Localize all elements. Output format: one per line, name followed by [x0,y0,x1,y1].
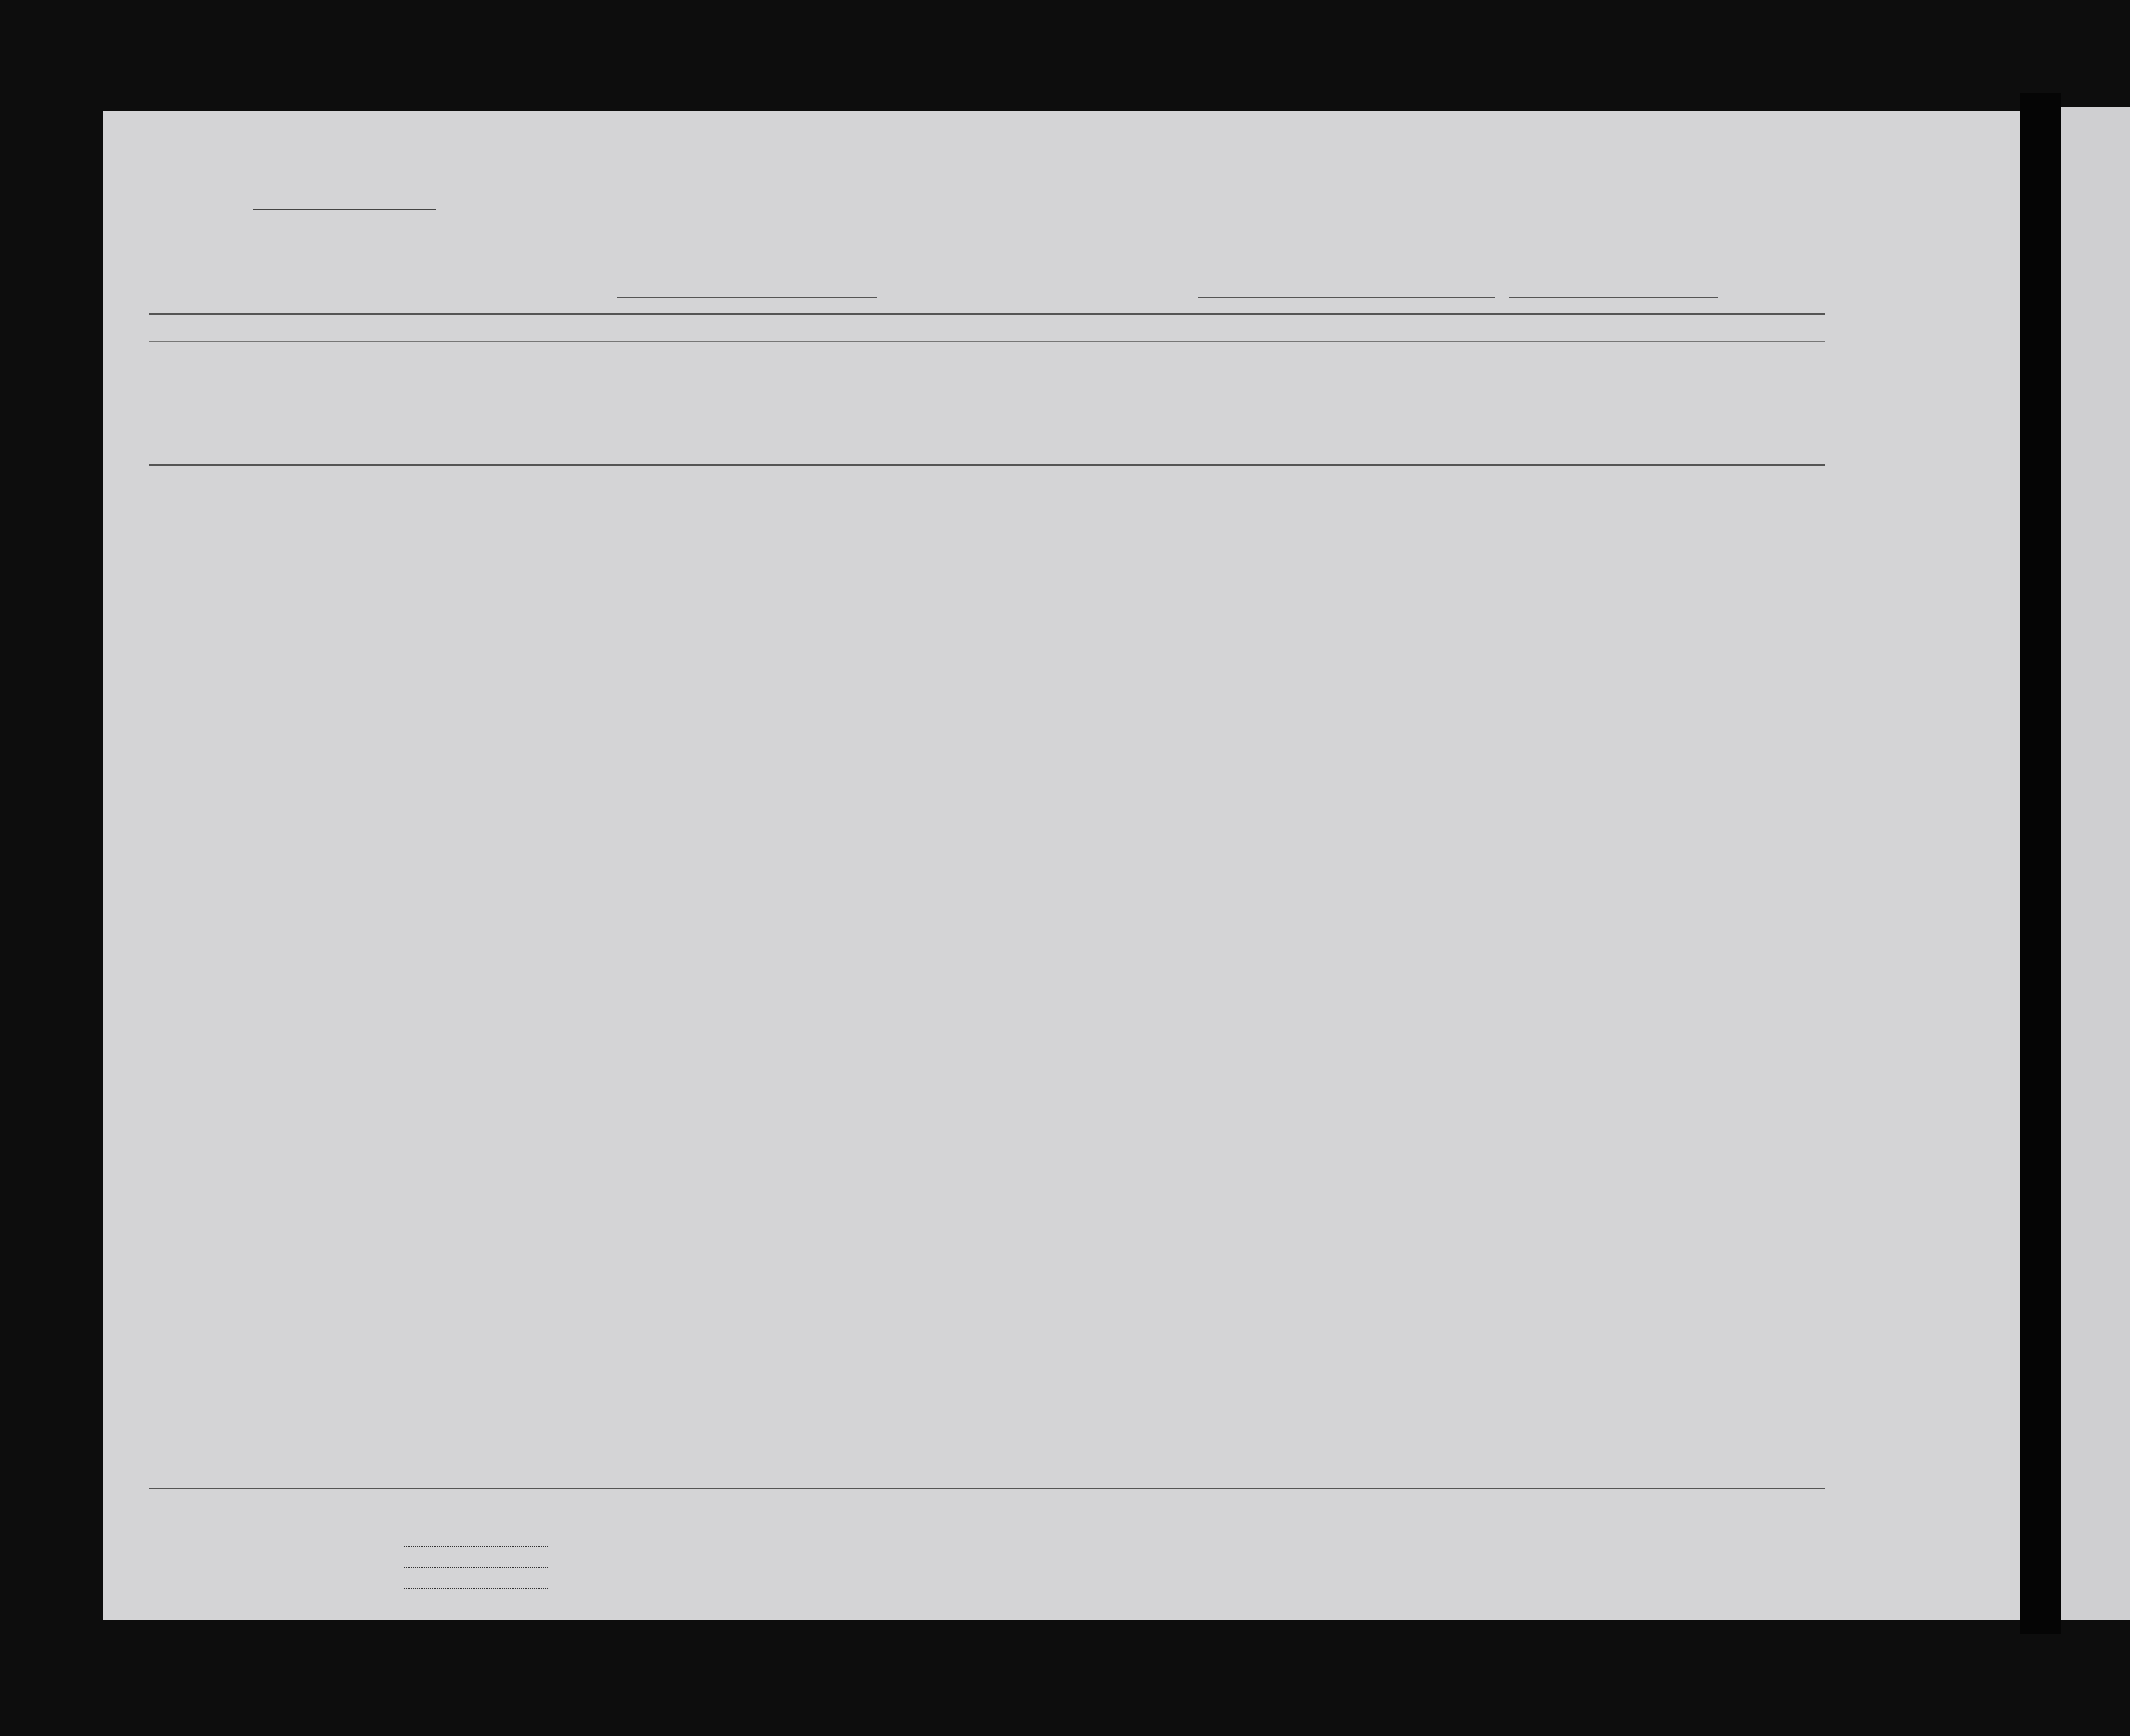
ship-underline [617,297,877,298]
table-bottom-line [149,1488,1825,1489]
port-underline [1198,297,1495,298]
colnum-line [149,341,1825,342]
header-bottom-line [149,464,1825,466]
manifest-sheet [103,111,2067,1620]
table-top-line [149,313,1825,315]
list-underline [253,209,436,210]
next-sheet-edge [2061,107,2130,1620]
footer-us-line [404,1567,548,1568]
footer-aliens-line [404,1588,548,1589]
footer-total-line [404,1546,548,1547]
date-underline [1509,297,1718,298]
film-edge [2020,93,2061,1634]
